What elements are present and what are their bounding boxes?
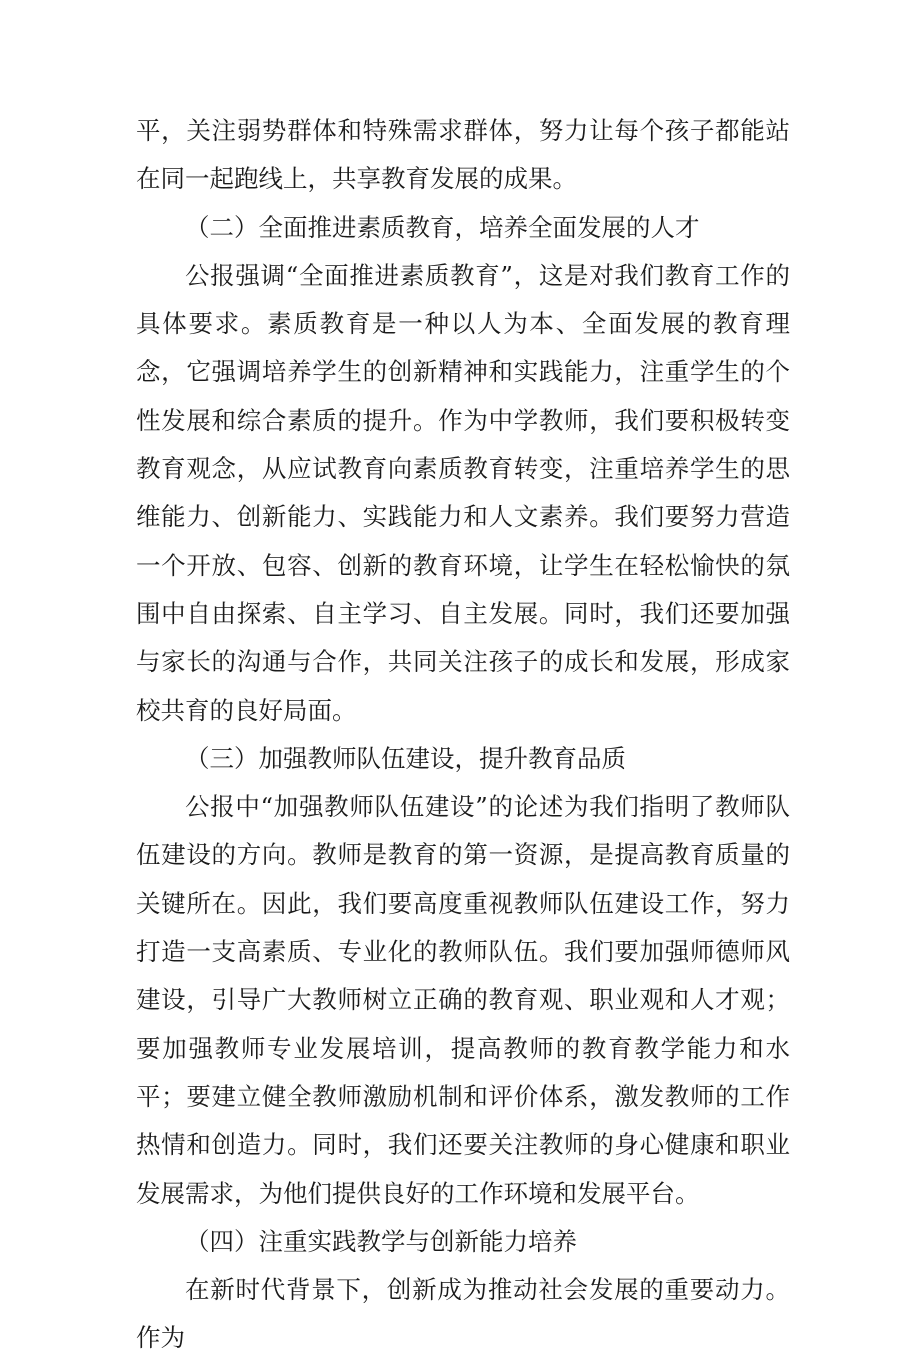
document-page [136,107,790,1363]
section-heading-4: （四）注重实践教学与创新能力培养 [185,1226,577,1256]
paragraph-quality-education: 公报强调“全面推进素质教育”，这是对我们教育工作的具体要求。素质教育是一种以人为本、全面发展的教育理念，它强调培养学生的创新精神和实践能力，注重学生的个性发展和综合素质的提升。作为中学教师，我们要积极转变教育观念，从应试教育向素质教育转变，注重培养学生的思维能力、创新能力、实践能力和人文素养。我们要努力营造一个开放、包容、创新的教育环境，让学生在轻松愉快的氛围中自由探索、自主学习、自主发展。同时，我们还要加强与家长的沟通与合作，共同关注孩子的成长和发展，形成家校共育的良好局面。 [136,260,790,725]
paragraph-innovation: 在新时代背景下，创新成为推动社会发展的重要动力。作为 [136,1275,790,1353]
section-heading-2: （二）全面推进素质教育，培养全面发展的人才 [185,212,700,242]
paragraph-teacher-team: 公报中“加强教师队伍建设”的论述为我们指明了教师队伍建设的方向。教师是教育的第一资源，是提高教育质量的关键所在。因此，我们要高度重视教师队伍建设工作，努力打造一支高素质、专业化的教师队伍。我们要加强师德师风建设，引导广大教师树立正确的教育观、职业观和人才观；要加强教师专业发展培训，提高教师的教育教学能力和水平；要建立健全教师激励机制和评价体系，激发教师的工作热情和创造力。同时，我们还要关注教师的身心健康和职业发展需求，为他们提供良好的工作环境和发展平台。 [136,792,790,1208]
paragraph-continuation: 平，关注弱势群体和特殊需求群体，努力让每个孩子都能站在同一起跑线上，共享教育发展的成果。 [136,116,790,194]
section-heading-3: （三）加强教师队伍建设，提升教育品质 [185,743,626,773]
